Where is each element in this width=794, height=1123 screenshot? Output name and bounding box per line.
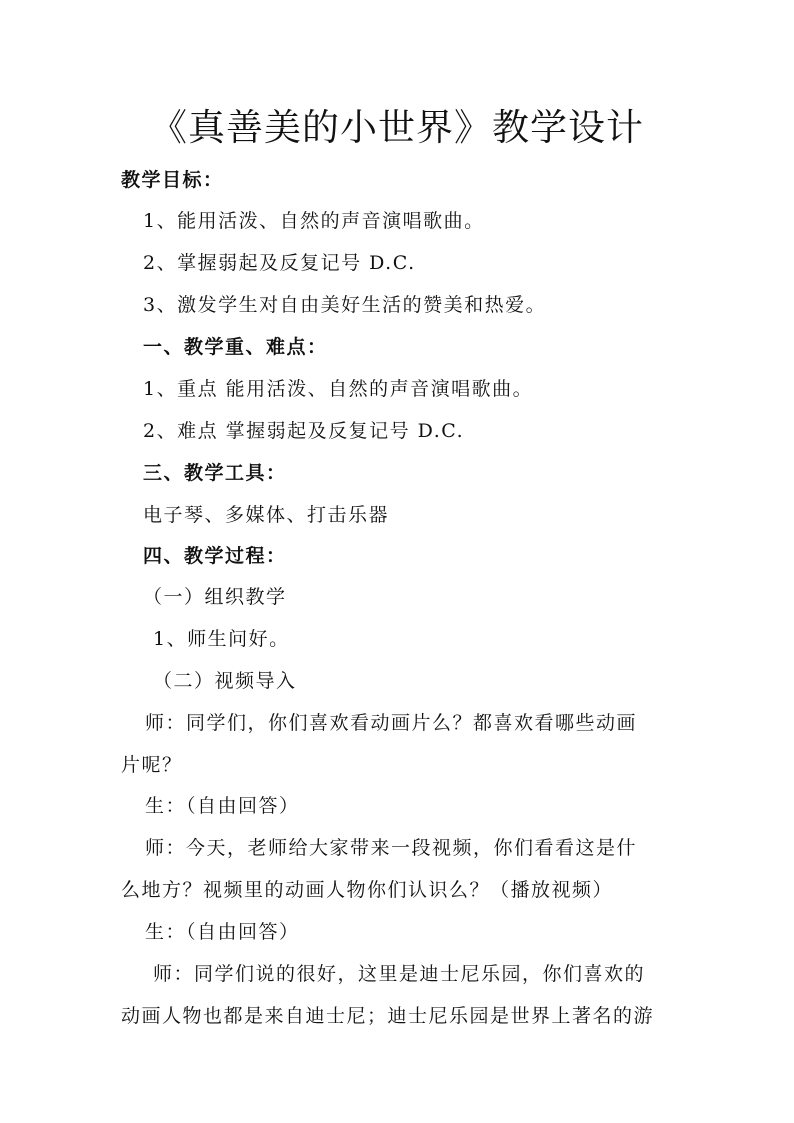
objective-item-3: 3、激发学生对自由美好生活的赞美和热爱。 (143, 294, 547, 316)
dialogue-student-2: 生：（自由回答） (145, 921, 300, 943)
dialogue-student-1: 生：（自由回答） (145, 795, 300, 817)
key-point-item-2: 2、难点 掌握弱起及反复记号 D.C. (143, 420, 465, 442)
section-heading-tools: 三、教学工具： (143, 462, 287, 484)
key-point-item-1: 1、重点 能用活泼、自然的声音演唱歌曲。 (143, 378, 534, 400)
objective-item-2: 2、掌握弱起及反复记号 D.C. (143, 252, 416, 274)
subsection-organize: （一）组织教学 (143, 586, 287, 608)
objective-item-1: 1、能用活泼、自然的声音演唱歌曲。 (143, 210, 485, 232)
dialogue-teacher-3: 师：同学们说的很好，这里是迪士尼乐园，你们喜欢的 (153, 963, 646, 985)
section-heading-process: 四、教学过程： (143, 545, 287, 567)
dialogue-teacher-3-cont: 动画人物也都是来自迪士尼；迪士尼乐园是世界上著名的游 (121, 1005, 655, 1027)
dialogue-teacher-2-cont: 么地方？视频里的动画人物你们认识么？（播放视频） (121, 879, 614, 901)
dialogue-teacher-1-cont: 片呢？ (121, 754, 183, 776)
document-title: 《真善美的小世界》教学设计 (150, 106, 644, 149)
tools-list: 电子琴、多媒体、打击乐器 (143, 504, 390, 526)
dialogue-teacher-1: 师：同学们，你们喜欢看动画片么？都喜欢看哪些动画 (145, 712, 638, 734)
process-item-greeting: 1、师生问好。 (153, 628, 290, 650)
section-heading-key-points: 一、教学重、难点： (143, 336, 328, 358)
dialogue-teacher-2: 师：今天，老师给大家带来一段视频，你们看看这是什 (145, 837, 638, 859)
section-heading-objectives: 教学目标： (121, 169, 224, 191)
subsection-video-intro: （二）视频导入 (153, 670, 297, 692)
